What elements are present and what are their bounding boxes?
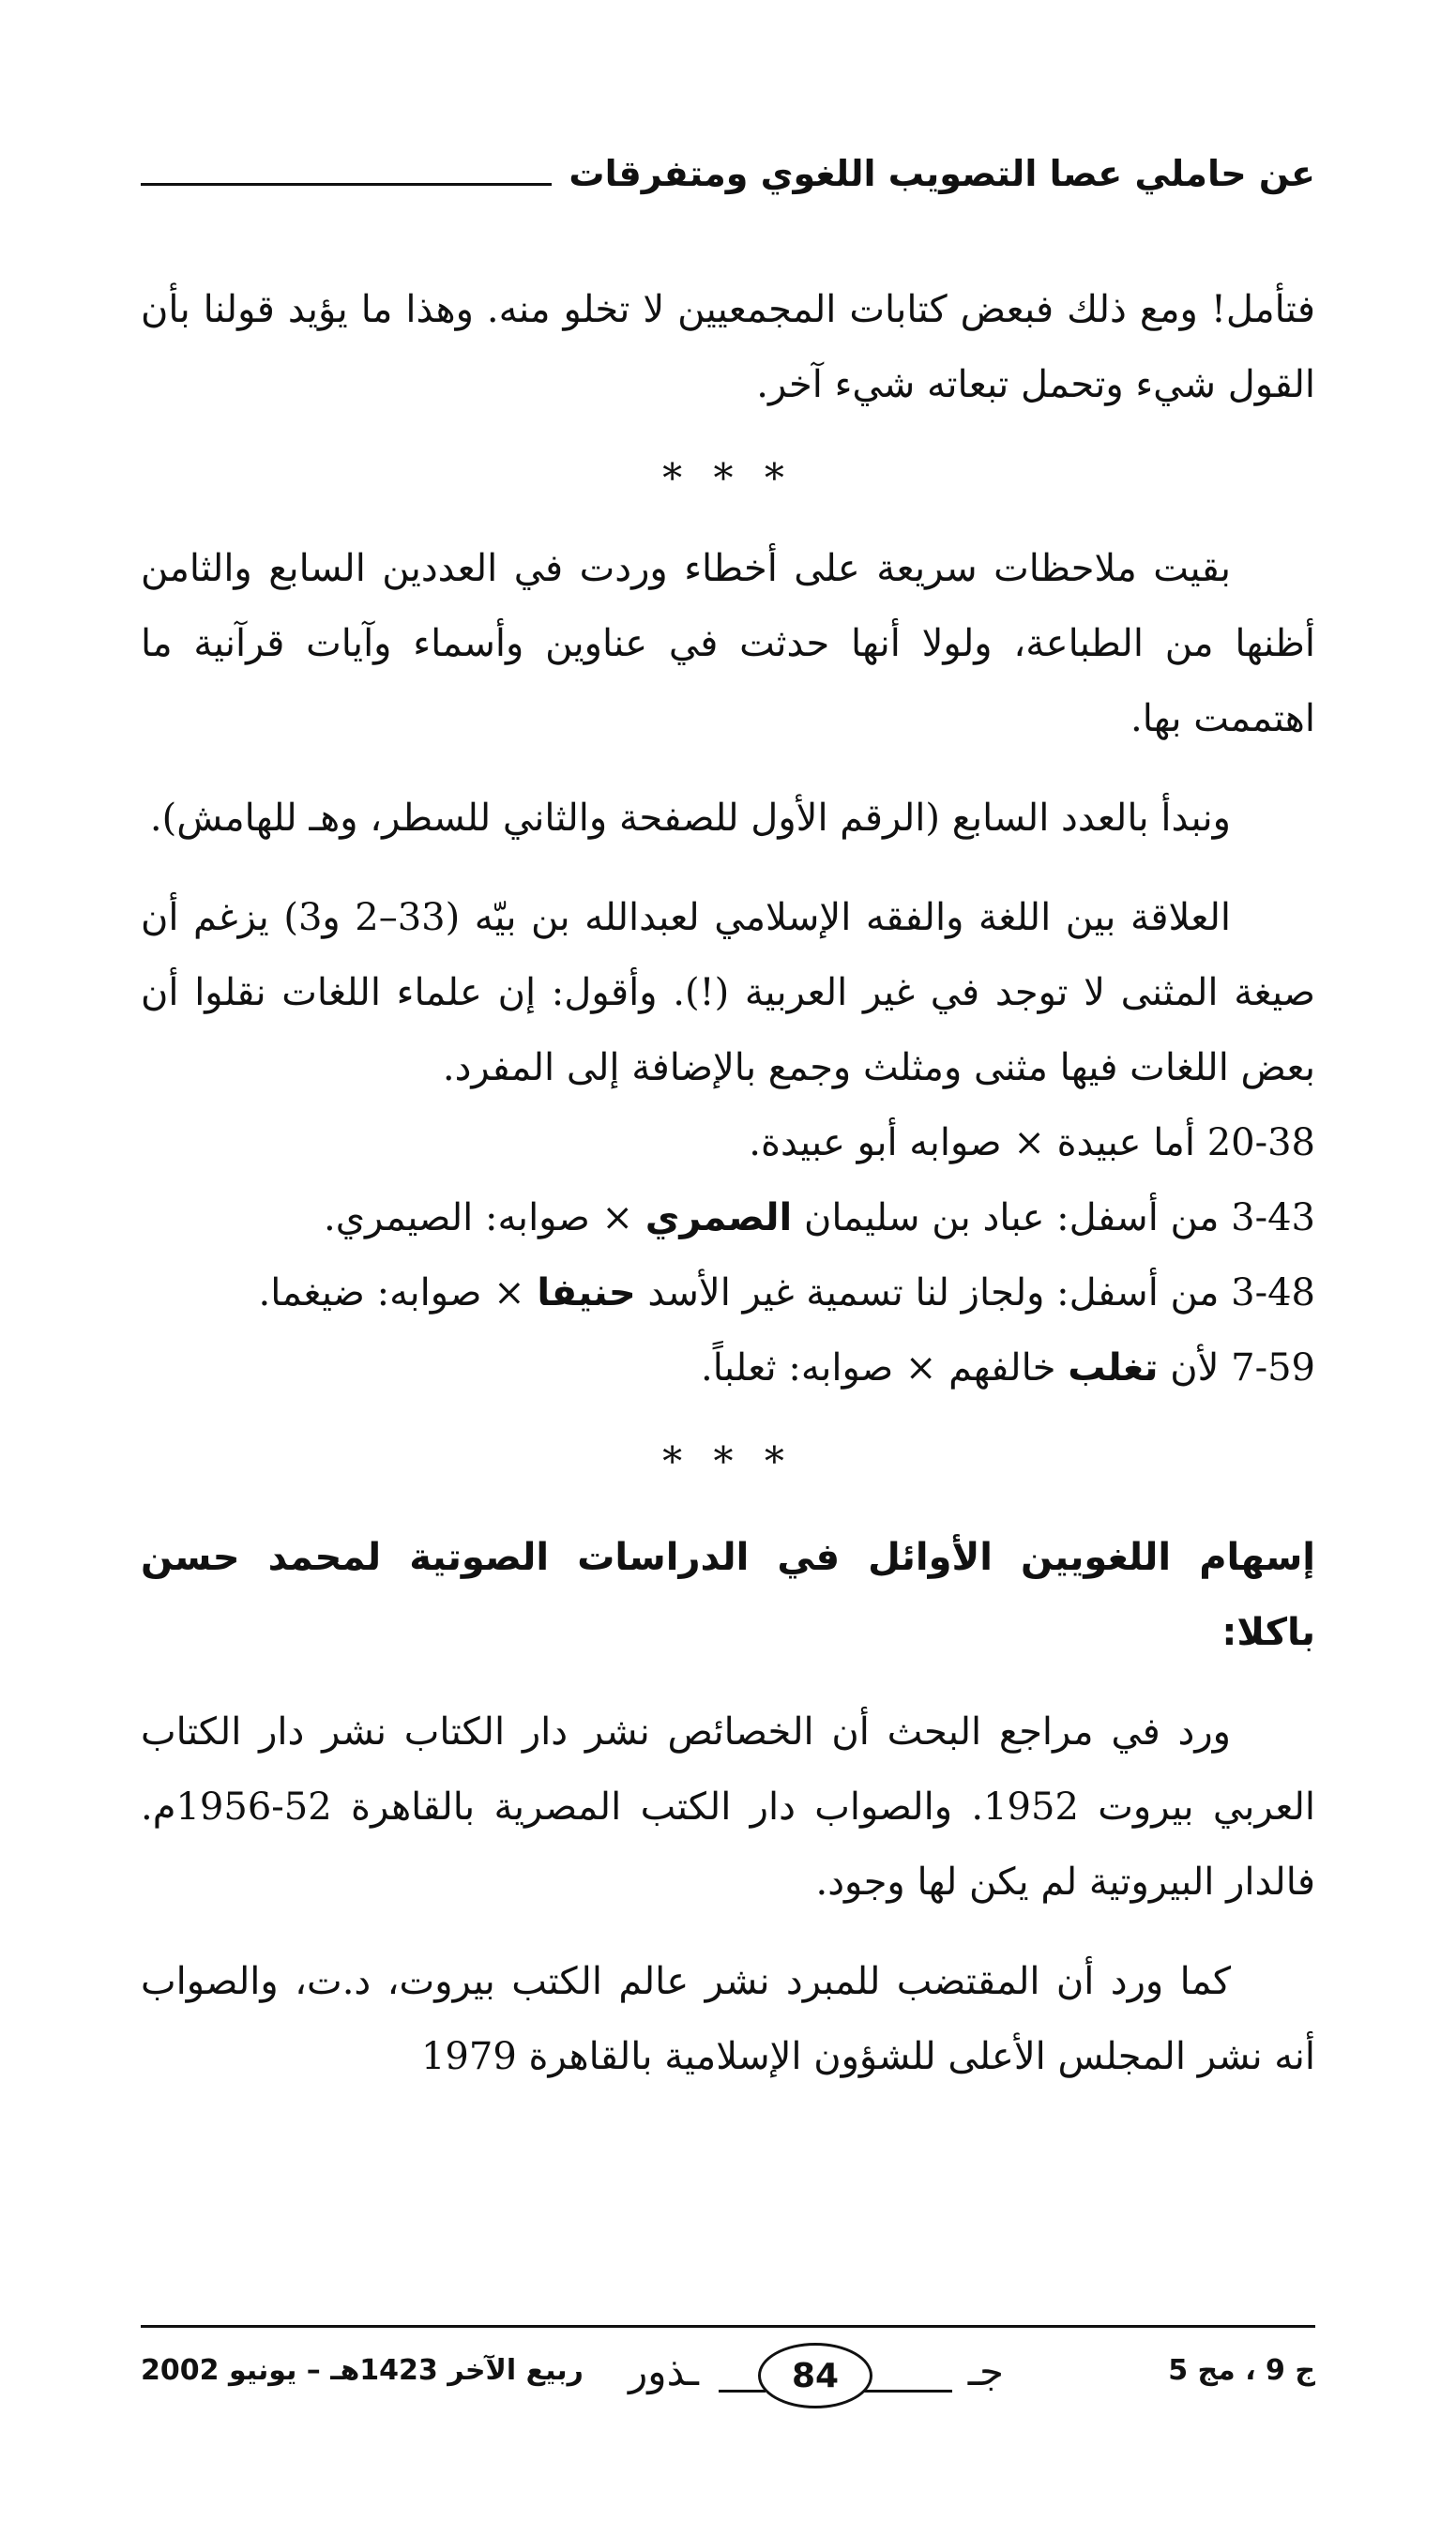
paragraph-4: العلاقة بين اللغة والفقه الإسلامي لعبدالله بن بيّه (33–2 و3) يزغم أن صيغة المثنى لا توجد في غير العربية (!). وأقول: إن علماء اللغات نقلوا أن بعض اللغات فيها مثنى ومثلث وجمع بالإضافة إلى المفرد. — [141, 896, 1315, 1089]
journal-name-left: ـذور — [629, 2348, 699, 2394]
paragraph-2: بقيت ملاحظات سريعة على أخطاء وردت في العددين السابع والثامن أظنها من الطباعة، ولولا أنها حدثت في عناوين وأسماء وآيات قرآنية ما اهتممت بها. — [141, 547, 1315, 740]
correction-ref: 3-43 — [1231, 1196, 1315, 1239]
journal-masthead — [629, 2341, 1004, 2416]
correction-item-2 — [141, 1180, 1315, 1255]
journal-tatweel-left — [719, 2390, 766, 2393]
paragraph-1: فتأمل! ومع ذلك فبعض كتابات المجمعيين لا تخلو منه. وهذا ما يؤيد قولنا بأن القول شيء وتحمل تبعاته شيء آخر. — [141, 288, 1315, 406]
footer-row — [141, 2328, 1315, 2431]
correction-ref: 20-38 — [1206, 1121, 1315, 1164]
correction-text: من أسفل: ولجاز لنا تسمية غير الأسد — [647, 1271, 1220, 1314]
corrections-list — [141, 1105, 1315, 1405]
section-separator-1: * * * — [662, 455, 794, 501]
correction-bold-word: حنيفا — [537, 1271, 636, 1314]
correction-bold-word: الصمري — [645, 1196, 793, 1239]
section-separator-2: * * * — [662, 1438, 794, 1484]
correction-bold-word: تغلب — [1068, 1346, 1159, 1390]
paragraph-3: ونبدأ بالعدد السابع (الرقم الأول للصفحة والثاني للسطر، وهـ للهامش). — [149, 797, 1231, 840]
header-rule — [141, 183, 552, 186]
paragraph-6: كما ورد أن المقتضب للمبرد نشر عالم الكتب بيروت، د.ت، والصواب أنه نشر المجلس الأعلى للشؤون الإسلامية بالقاهرة 1979 — [141, 1960, 1315, 2078]
correction-text: لأن — [1170, 1346, 1220, 1390]
section-title: إسهام اللغويين الأوائل في الدراسات الصوتية لمحمد حسن باكلا: — [141, 1536, 1315, 1654]
paragraph-5: ورد في مراجع البحث أن الخصائص نشر دار الكتاب نشر دار الكتاب العربي بيروت 1952. والصواب دار الكتب المصرية بالقاهرة 52-1956م. فالدار البيروتية لم يكن لها وجود. — [141, 1710, 1315, 1904]
correction-item-1 — [141, 1105, 1315, 1180]
correction-item-3 — [141, 1255, 1315, 1330]
document-page — [141, 141, 1315, 2522]
article-body — [141, 272, 1315, 2094]
correction-ref: 3-48 — [1231, 1271, 1315, 1314]
correction-text: أما عبيدة × صوابه أبو عبيدة. — [749, 1121, 1195, 1164]
correction-text: × صوابه: الصيمري. — [324, 1196, 634, 1239]
correction-item-4 — [141, 1330, 1315, 1405]
running-header — [141, 141, 1315, 206]
page-number: 84 — [758, 2343, 872, 2408]
journal-name-right: جـ — [967, 2348, 1004, 2394]
correction-text: من أسفل: عباد بن سليمان — [804, 1196, 1220, 1239]
running-header-title: عن حاملي عصا التصويب اللغوي ومتفرقات — [569, 153, 1315, 194]
issue-info: ج 9 ، مج 5 — [1168, 2354, 1315, 2387]
issue-date: ربيع الآخر 1423هـ – يونيو 2002 — [141, 2354, 584, 2387]
journal-tatweel-right — [863, 2390, 952, 2393]
correction-text: خالفهم × صوابه: ثعلباً. — [701, 1346, 1056, 1390]
correction-ref: 7-59 — [1231, 1346, 1315, 1390]
correction-text: × صوابه: ضيغما. — [258, 1271, 525, 1314]
page-footer — [141, 2325, 1315, 2438]
